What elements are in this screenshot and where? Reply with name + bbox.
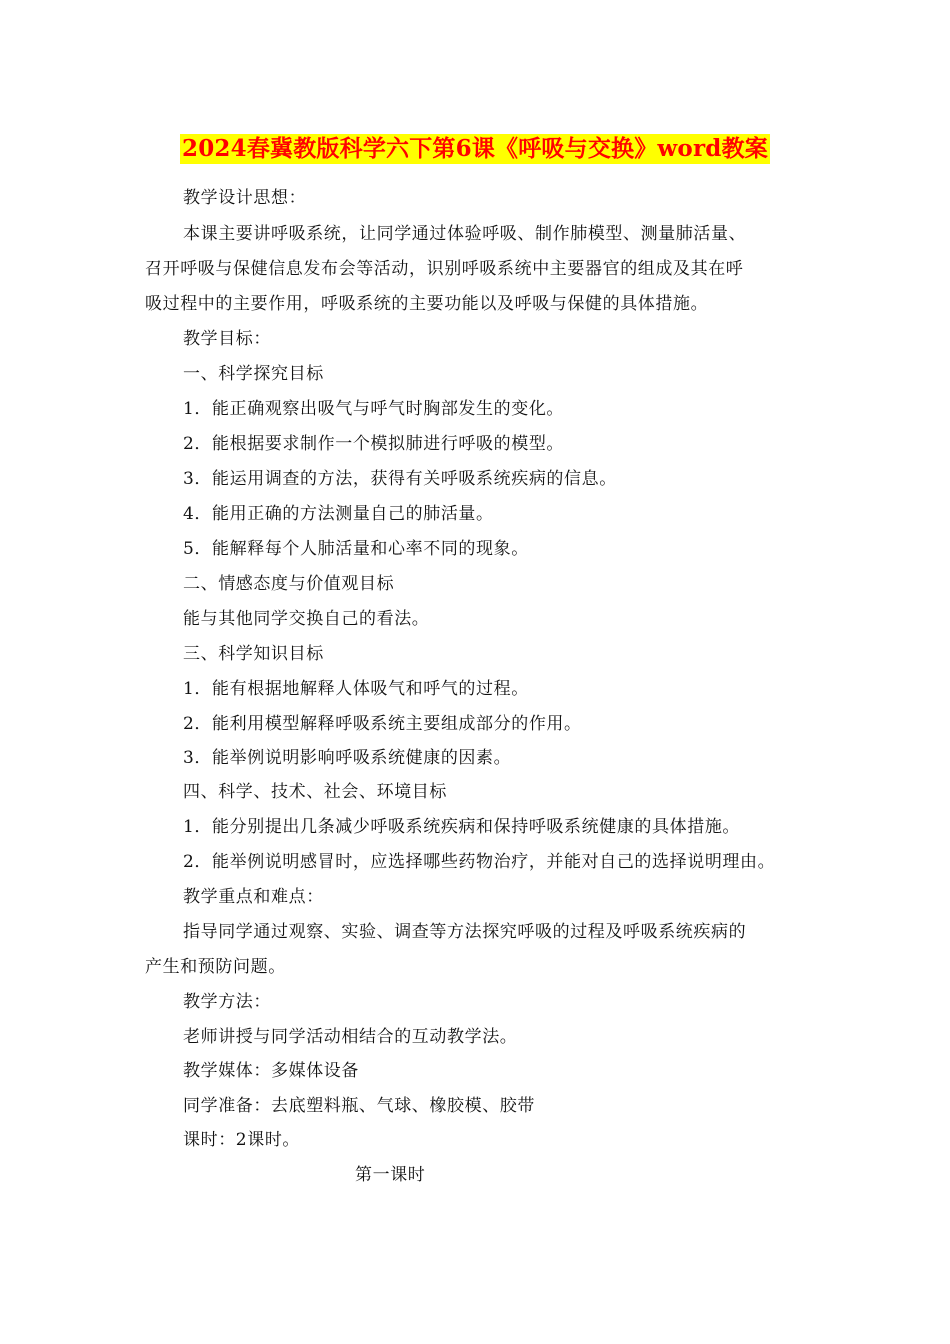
title-block — [0, 134, 950, 164]
paragraph-line: 指导同学通过观察、实验、调查等方法探究呼吸的过程及呼吸系统疾病的 — [183, 922, 747, 942]
lesson-heading: 第一课时 — [355, 1165, 426, 1185]
heading-design-idea: 教学设计思想： — [183, 188, 307, 208]
list-item: 5．能解释每个人肺活量和心率不同的现象。 — [183, 539, 529, 559]
paragraph-line: 吸过程中的主要作用，呼吸系统的主要功能以及呼吸与保健的具体措施。 — [145, 294, 709, 314]
list-item: 4．能用正确的方法测量自己的肺活量。 — [183, 504, 494, 524]
section-heading: 三、科学知识目标 — [183, 644, 324, 664]
heading-methods: 教学方法： — [183, 992, 271, 1012]
list-item: 2．能根据要求制作一个模拟肺进行呼吸的模型。 — [183, 434, 565, 454]
list-item: 2．能举例说明感冒时，应选择哪些药物治疗，并能对自己的选择说明理由。 — [183, 852, 776, 872]
paragraph-line: 本课主要讲呼吸系统，让同学通过体验呼吸、制作肺模型、测量肺活量、 — [183, 224, 747, 244]
list-item: 2．能利用模型解释呼吸系统主要组成部分的作用。 — [183, 714, 582, 734]
preparation-line: 同学准备：去底塑料瓶、气球、橡胶模、胶带 — [183, 1096, 535, 1116]
list-item: 1．能有根据地解释人体吸气和呼气的过程。 — [183, 679, 529, 699]
paragraph-line: 召开呼吸与保健信息发布会等活动，识别呼吸系统中主要器官的组成及其在呼 — [145, 259, 744, 279]
media-line: 教学媒体：多媒体设备 — [183, 1061, 359, 1081]
list-item: 1．能分别提出几条减少呼吸系统疾病和保持呼吸系统健康的具体措施。 — [183, 817, 741, 837]
heading-objectives: 教学目标： — [183, 329, 271, 349]
document-title: 2024春冀教版科学六下第6课《呼吸与交换》word教案 — [182, 135, 768, 162]
paragraph-line: 产生和预防问题。 — [145, 957, 286, 977]
list-item: 1．能正确观察出吸气与呼气时胸部发生的变化。 — [183, 399, 565, 419]
section-heading: 二、情感态度与价值观目标 — [183, 574, 395, 594]
section-heading: 一、科学探究目标 — [183, 364, 324, 384]
paragraph-line: 老师讲授与同学活动相结合的互动教学法。 — [183, 1027, 518, 1047]
paragraph-line: 能与其他同学交换自己的看法。 — [183, 609, 430, 629]
heading-key-points: 教学重点和难点： — [183, 887, 324, 907]
list-item: 3．能运用调查的方法，获得有关呼吸系统疾病的信息。 — [183, 469, 617, 489]
list-item: 3．能举例说明影响呼吸系统健康的因素。 — [183, 748, 512, 768]
class-hours-line: 课时：2课时。 — [183, 1130, 301, 1150]
section-heading: 四、科学、技术、社会、环境目标 — [183, 782, 447, 802]
